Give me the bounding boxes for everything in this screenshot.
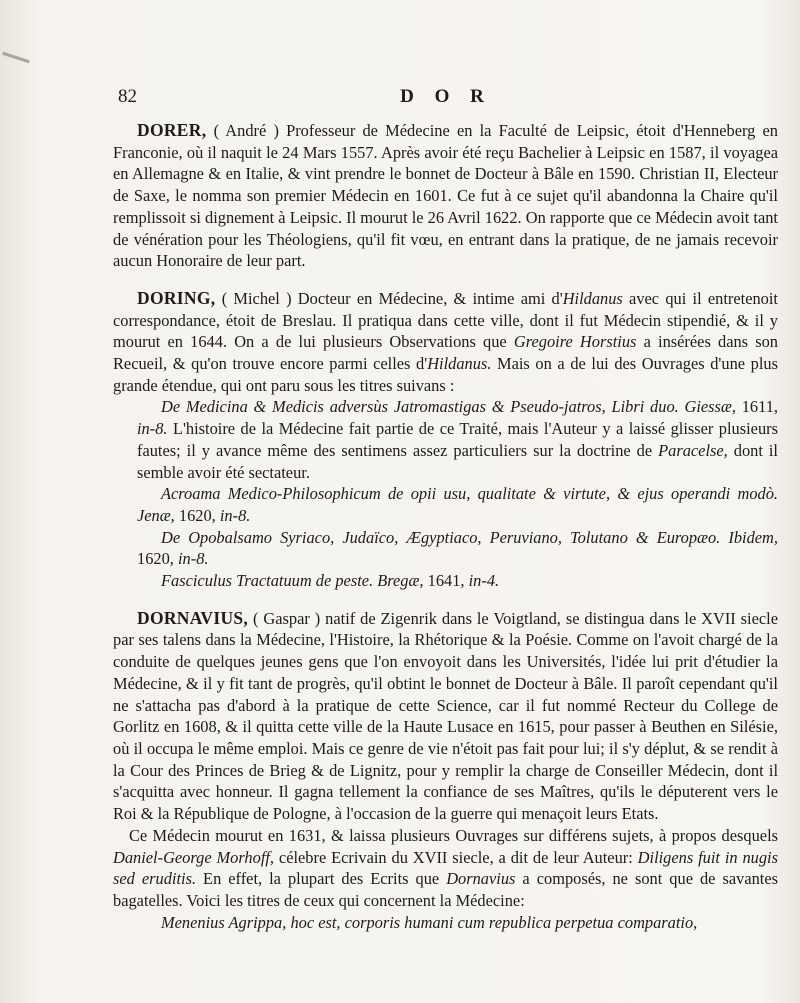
work-year: 1611, (735, 397, 778, 417)
headword: DORER, (137, 120, 207, 140)
entry-text: Mais on a de lui des Ouvrages d'une plus grande étendue, qui ont paru sous les titres suivans : (113, 354, 778, 395)
entry-text: a insérées dans son Recueil, & qu'on trouve encore parmi celles d' (113, 332, 778, 374)
work-format: in-8. (137, 419, 168, 439)
headword: DORING, (137, 287, 216, 308)
work-format: in-8. (219, 505, 251, 525)
entry-doring (113, 288, 778, 592)
entry-paragraph (113, 608, 778, 825)
entry-text: Ce Médecin mourut en 1631, & laissa plusieurs Ouvrages sur différens sujets, à propos desquels (129, 825, 778, 845)
italic-name: Hildanus. (427, 354, 492, 374)
work-year: 1641, (423, 571, 469, 591)
work-title-text: Acroama Medico-Philosophicum de opii usu, qualitate & virtute, & ejus operandi modò. Jenæ, (137, 484, 778, 525)
italic-name: Daniel-George Morhoff, (113, 847, 275, 867)
entry-text: célebre Ecrivain du XVII siecle, a dit de leur Auteur: (274, 847, 638, 867)
entry-text: En effet, la plupart des Ecrits que (196, 869, 447, 889)
italic-name: Gregoire Horstius (513, 332, 637, 352)
running-head: D O R (400, 86, 492, 107)
work-format: in-8. (177, 549, 209, 569)
work-title (113, 570, 778, 592)
work-title (113, 912, 778, 934)
entry-dornavius (113, 608, 778, 934)
entry-paragraph (113, 825, 778, 912)
work-title-text: De Opobalsamo Syriaco, Judaïco, Ægyptiaco, Peruviano, Tolutano & Europæo. Ibidem, (161, 527, 778, 547)
work-title (113, 396, 778, 483)
entry-text: avec qui il entretenoit correspondance, étoit de Breslau. Il pratiqua dans cette ville, dont il fut Médecin stipendié, & il y mourut en 1644. On a de lui plusieurs Observations que (113, 288, 778, 352)
italic-name: Hildanus (562, 288, 623, 308)
page-header (112, 86, 780, 110)
work-title-text: Menenius Agrippa, hoc est, corporis humani cum republica perpetua comparatio, (161, 912, 698, 932)
entry-text: ( Gaspar ) natif de Zigenrik dans le Voigtland, se distingua dans le XVII siecle par ses talens dans la Médecine, l'Histoire, la Rhétorique & la Poésie. Comme on l'avoit chargé de la conduite de quelques jeunes gens que l'on envoyoit dans les Universités, l'idée lui prit d'étudier la Médecine, & il y fit tant de progrès, qu'il obtint le bonnet de Docteur à Bâle. Il paroît cependant qu'il ne s'attacha pas d'abord à la pratique de cette Science, car il fut nommé Recteur du College de Gorlitz en 1608, & il quitta cette ville de la Haute Lusace en 1615, pour passer à Beuthen en Silésie, où il occupa le même emploi. Mais ce genre de vie n'étoit pas fait pour lui; il s'y déplut, & se rendit à la Cour des Princes de Brieg & de Lignitz, pour y remplir la charge de Conseiller Médecin, dont il s'acquitta avec honneur. Il gagna tellement la confiance de ses Maîtres, qu'ils le députerent vers le Roi & la République de Pologne, à l'occasion de la guerre qui menaçoit leurs Etats. (113, 608, 778, 824)
work-note: L'histoire de la Médecine fait partie de ce Traité, mais l'Auteur y a laissé glisser plusieurs fautes; il y avance même des sentimens assez particuliers sur la doctrine de (137, 419, 778, 460)
italic-name: Paracelse, (658, 440, 728, 460)
work-note: dont il semble avoir été sectateur. (137, 440, 778, 482)
italic-name: Dornavius (446, 869, 516, 889)
entry-paragraph (113, 120, 778, 272)
work-format: in-4. (468, 571, 500, 591)
entry-text: ( André ) Professeur de Médecine en la Faculté de Leipsic, étoit d'Henneberg en Franconie, où il naquit le 24 Mars 1557. Après avoir été reçu Bachelier à Leipsic en 1587, il voyagea en Allemagne & en Italie, & vint prendre le bonnet de Docteur à Bâle en 1590. Christian II, Electeur de Saxe, le nomma son premier Médecin en 1601. Ce fut à ce sujet qu'il abandonna la Chaire qu'il remplissoit si dignement à Leipsic. Il mourut le 26 Avril 1622. On rapporte que ce Médecin avoit tant de vénération pour les Théologiens, qu'il fit vœu, en entrant dans la pratique, de ne jamais recevoir aucun Honoraire de leur part. (113, 121, 778, 271)
headword: DORNAVIUS, (137, 607, 249, 628)
work-title (113, 527, 778, 570)
work-title (113, 483, 778, 526)
entry-paragraph (113, 288, 778, 397)
page-number: 82 (118, 86, 137, 107)
ink-mark (2, 52, 30, 64)
work-year: 1620, (174, 505, 220, 525)
work-title-text: Fasciculus Tractatuum de peste. Bregæ, (161, 571, 424, 591)
latin-quote: Diligens fuit in nugis sed eruditis. (113, 847, 778, 889)
work-title-text: De Medicina & Medicis adversùs Jatromastigas & Pseudo-jatros, Libri duo. Giessæ, (161, 397, 736, 417)
page-body (113, 120, 778, 949)
entry-text: ( Michel ) Docteur en Médecine, & intime ami d' (215, 288, 563, 308)
entry-dorer (113, 120, 778, 272)
entry-text: a composés, ne sont que de savantes bagatelles. Voici les titres de ceux qui concernent la Médecine: (113, 869, 778, 910)
work-year: 1620, (137, 549, 178, 569)
